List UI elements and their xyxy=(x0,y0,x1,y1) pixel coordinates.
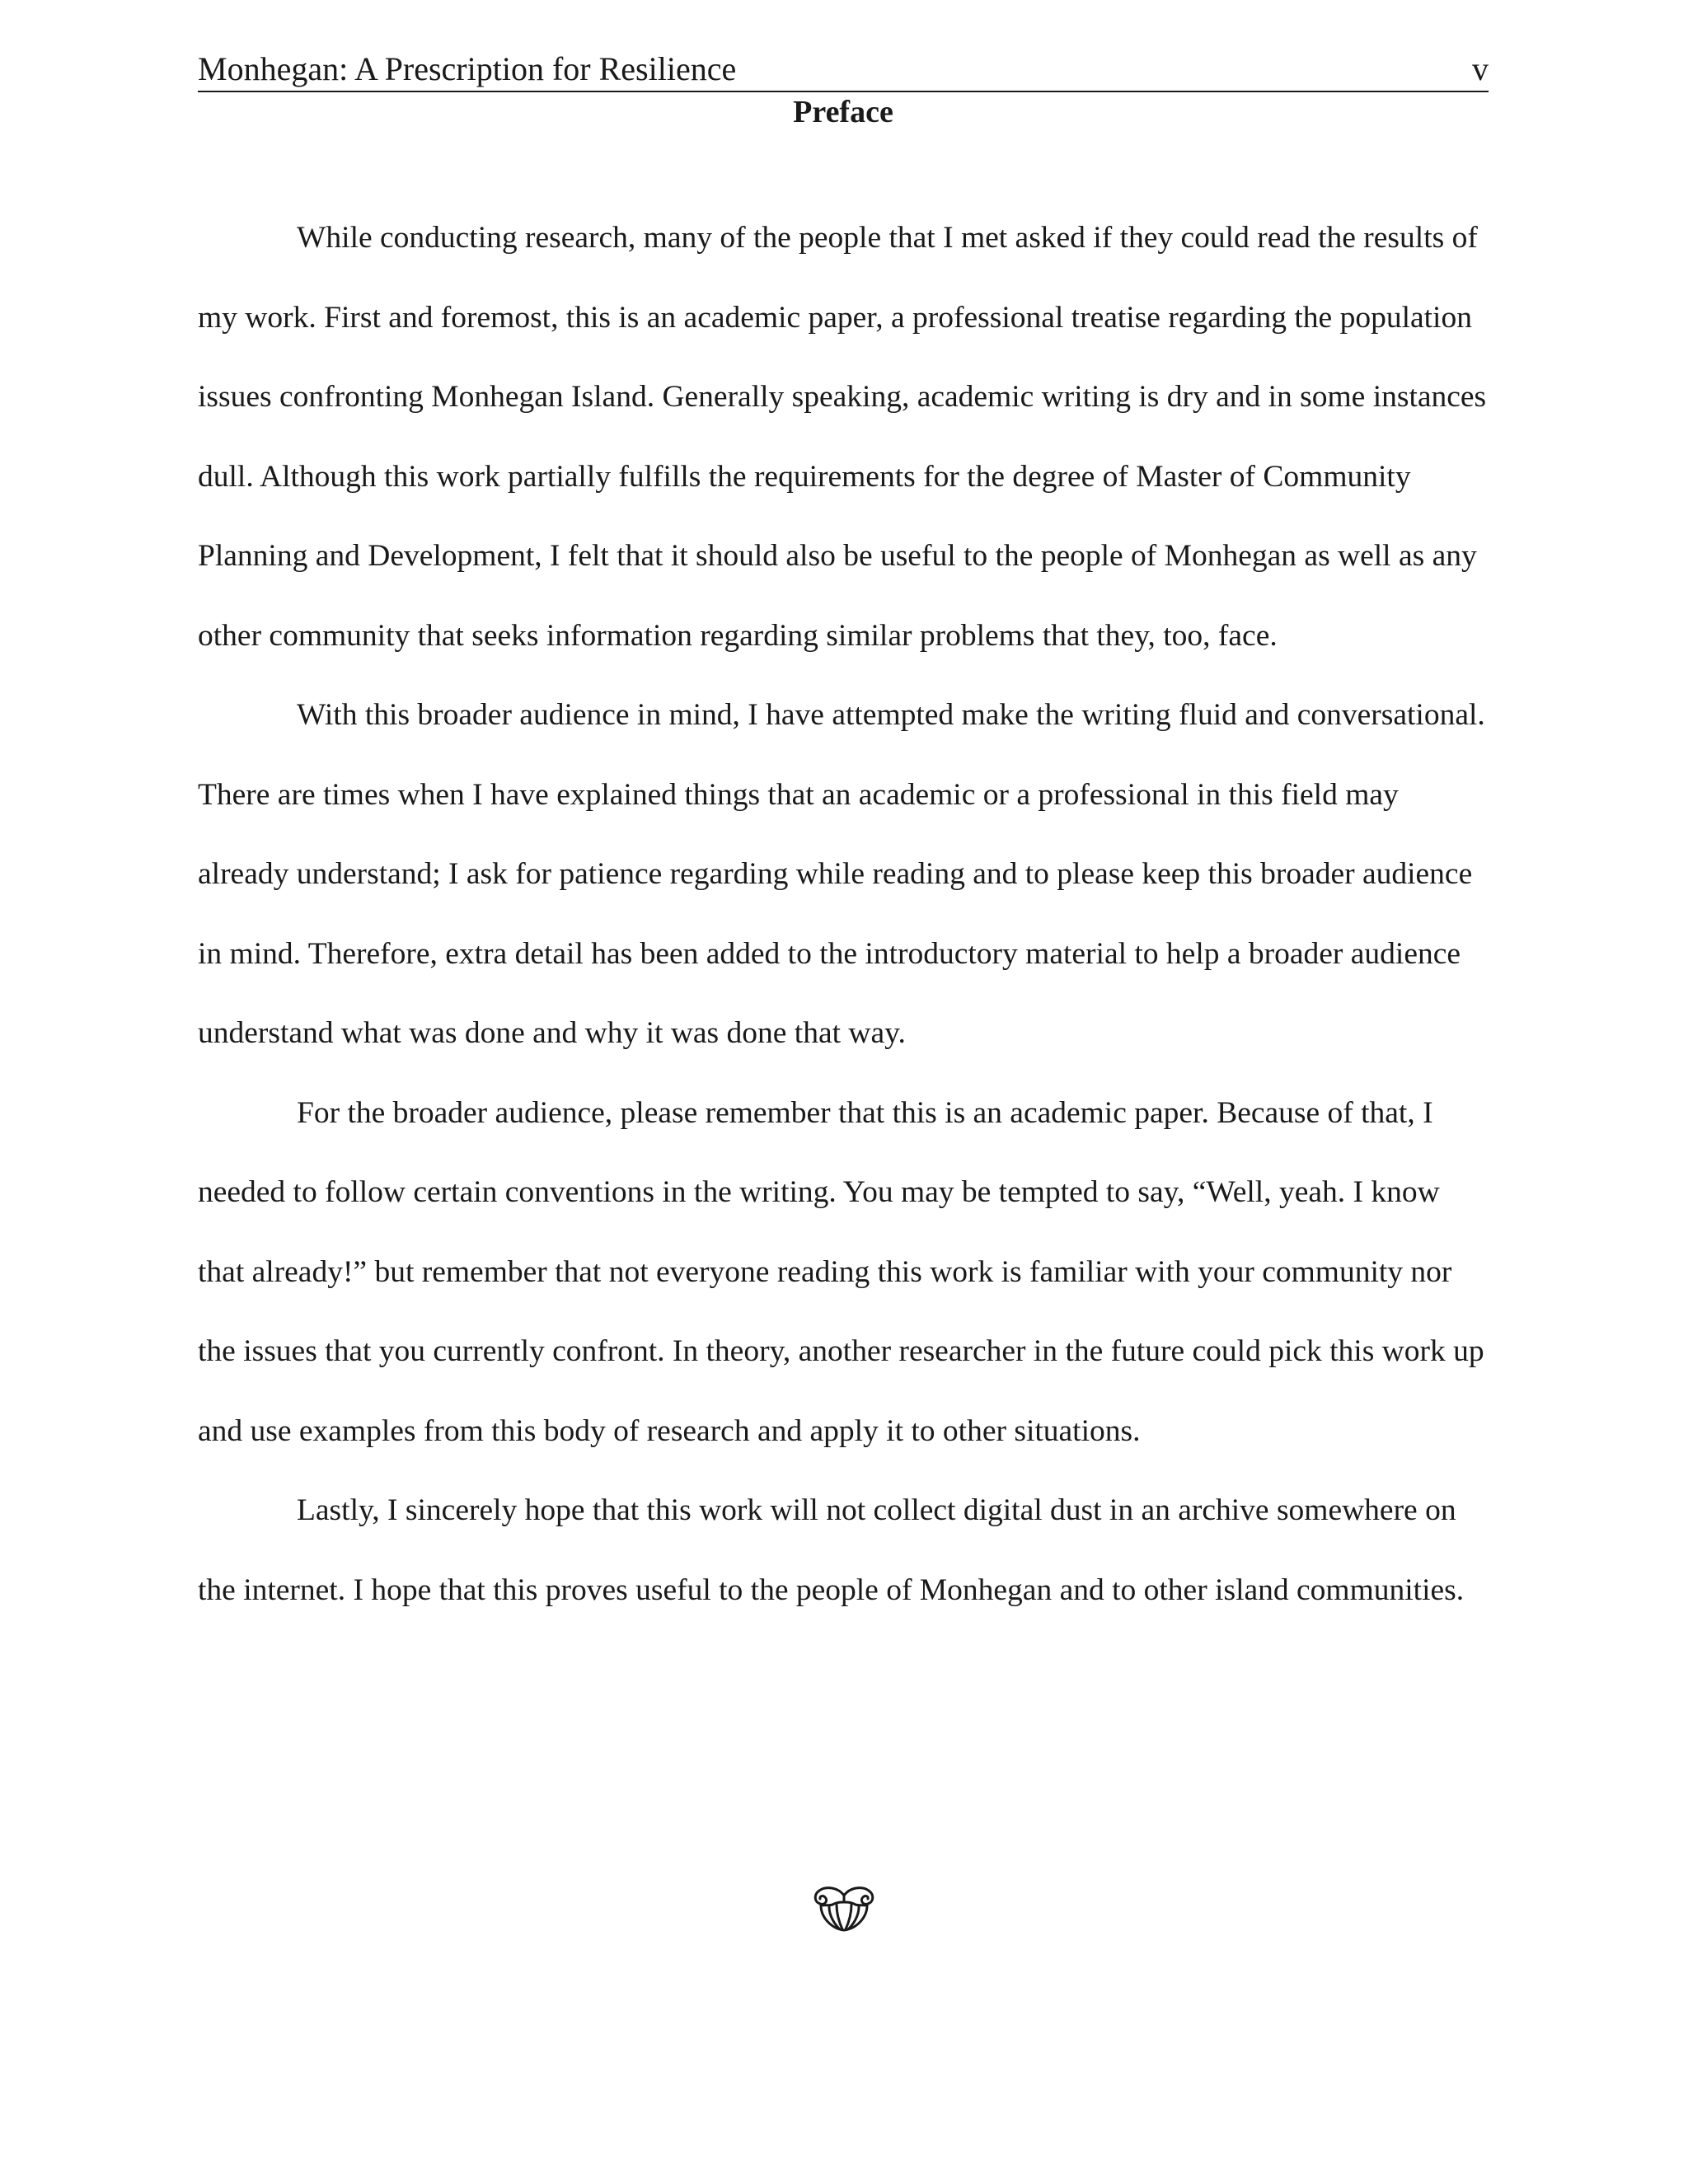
paragraph: With this broader audience in mind, I have attempted make the writing fluid and conversational. There are times when I have explained things that an academic or a professional in this field may already understand; I ask for patience regarding while reading and to please keep this broader audience in mind. Therefore, extra detail has been added to the introductory material to help a broader audience understand what was done and why it was done that way. xyxy=(198,698,1485,1050)
paragraph: Lastly, I sincerely hope that this work will not collect digital dust in an archive somewhere on the internet. I hope that this proves useful to the people of Monhegan and to other island communities. xyxy=(198,1493,1465,1607)
section-heading: Preface xyxy=(793,95,893,129)
shell-ornament-icon xyxy=(811,1884,877,1933)
paragraph: For the broader audience, please remember that this is an academic paper. Because of that, I needed to follow certain conventions in the writing. You may be tempted to say, “Well, yeah. I know that already!” but remember that not everyone reading this work is familiar with your community nor the issues that you currently confront. In theory, another researcher in the future could pick this work up and use examples from this body of research and apply it to other situations. xyxy=(198,1095,1484,1448)
running-header xyxy=(198,43,1489,92)
page-number: v xyxy=(1472,50,1489,87)
running-header-title: Monhegan: A Prescription for Resilience xyxy=(198,50,737,87)
paragraph: While conducting research, many of the people that I met asked if they could read the results of my work. First and foremost, this is an academic paper, a professional treatise regarding the population issues confronting Monhegan Island. Generally speaking, academic writing is dry and in some instances dull. Although this work partially fulfills the requirements for the degree of Master of Community Planning and Development, I felt that it should also be useful to the people of Monhegan as well as any other community that seeks information regarding similar problems that they, too, face. xyxy=(198,221,1487,653)
preface-body xyxy=(198,199,1489,1630)
